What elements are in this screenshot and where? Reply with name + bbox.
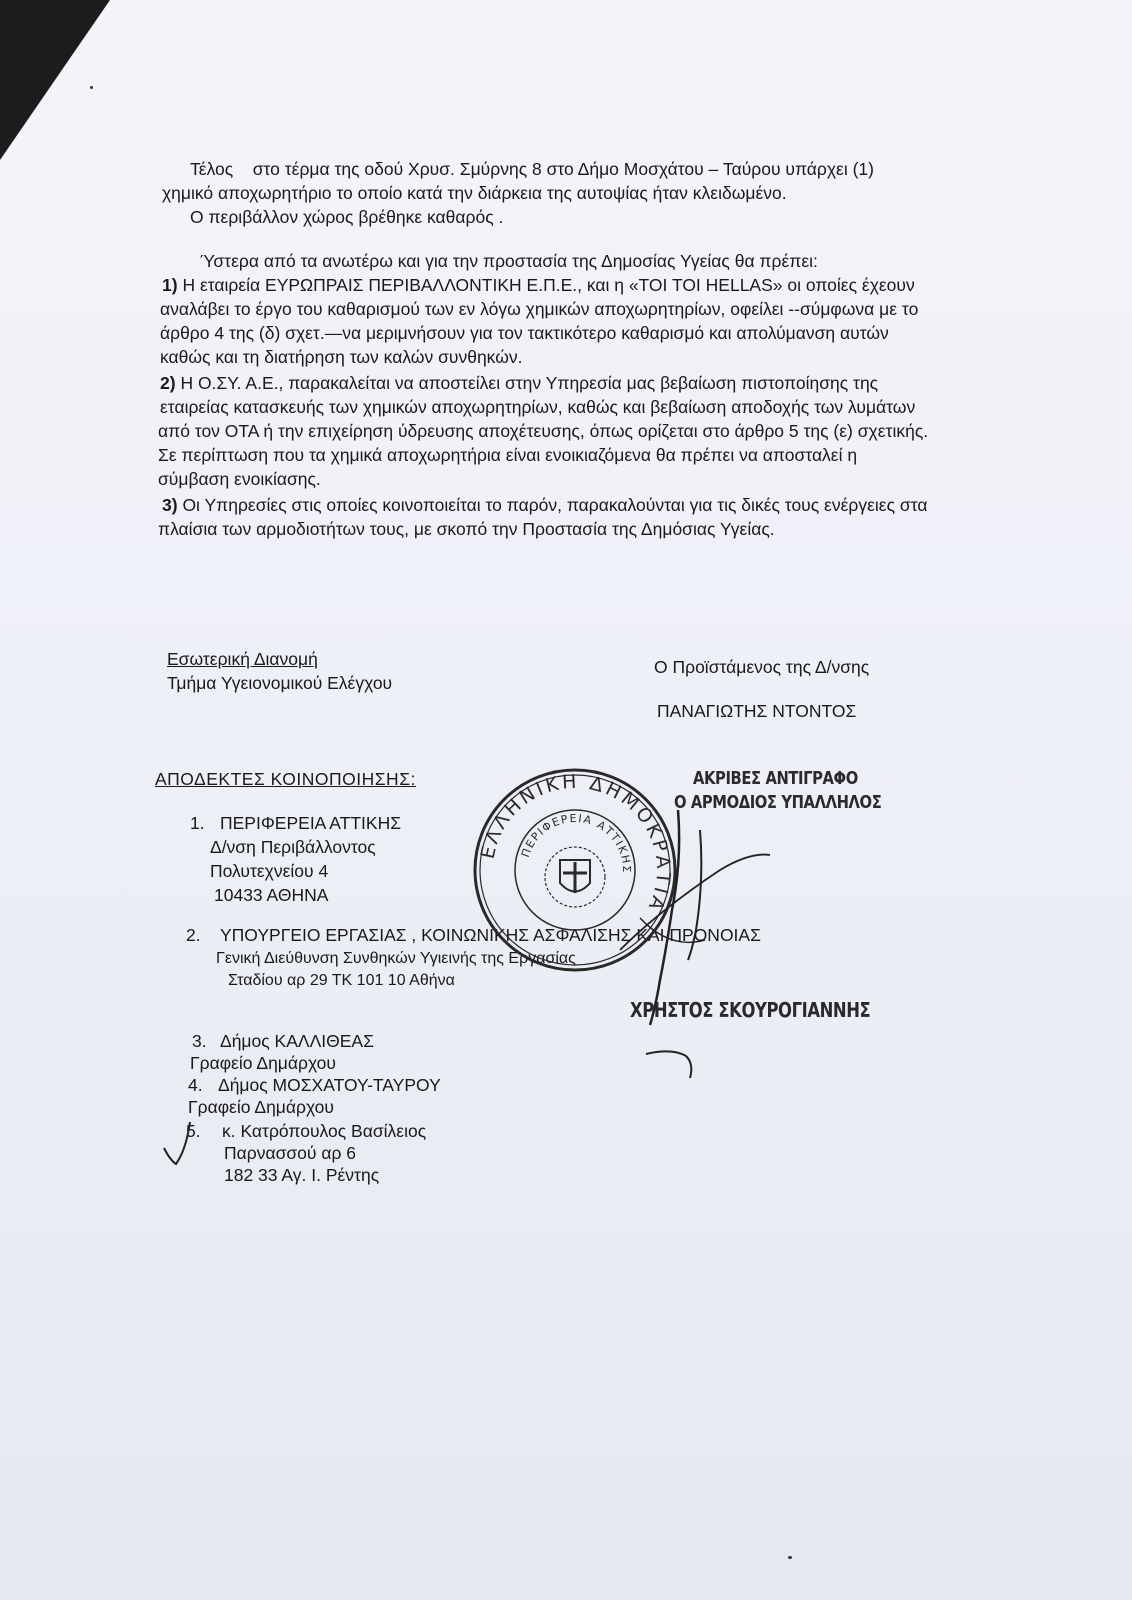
signatory-name: ΠΑΝΑΓΙΩΤΗΣ ΝΤΟΝΤΟΣ bbox=[657, 701, 857, 721]
text-fragment: Οι Υπηρεσίες στις οποίες κοινοποιείται το παρόν, παρακαλούνται για τις δικές τους ενέργειες στα bbox=[182, 495, 928, 515]
recipient-number: 5. bbox=[186, 1121, 201, 1141]
body-text: καθώς και τη διατήρηση των καλών συνθηκών. bbox=[160, 347, 523, 367]
recipient-line: ΥΠΟΥΡΓΕΙΟ ΕΡΓΑΣΙΑΣ , ΚΟΙΝΩΝΙΚΗΣ ΑΣΦΑΛΙΣΗΣ ΚΑΙ ΠΡΟΝΟΙΑΣ bbox=[220, 925, 761, 945]
folded-corner bbox=[0, 0, 110, 160]
item-number: 2) bbox=[160, 373, 176, 393]
recipient-number: 3. bbox=[192, 1031, 207, 1051]
recipient-line: Γραφείο Δημάρχου bbox=[190, 1053, 336, 1073]
check-mark-icon bbox=[160, 1120, 200, 1170]
list-item-2 bbox=[160, 372, 878, 394]
recipient-line: Δ/νση Περιβάλλοντος bbox=[210, 837, 376, 857]
recipient-number: 1. bbox=[190, 813, 205, 833]
body-text: από τον ΟΤΑ ή την επιχείρηση ύδρευσης αποχέτευσης, όπως ορίζεται στο άρθρο 5 της (ε) σχετικής. bbox=[158, 421, 929, 441]
text-fragment: στο τέρμα της οδού Χρυσ. Σμύρνης 8 στο Δήμο Μοσχάτου – Ταύρου υπάρχει (1) bbox=[252, 159, 874, 179]
speck bbox=[90, 86, 93, 89]
body-text: Ο περιβάλλον χώρος βρέθηκε καθαρός . bbox=[190, 207, 504, 227]
body-text: σύμβαση ενοικίασης. bbox=[158, 469, 321, 489]
speck bbox=[788, 1556, 792, 1559]
recipient-line: 182 33 Αγ. Ι. Ρέντης bbox=[224, 1165, 380, 1185]
distribution-dept: Τμήμα Υγειονομικού Ελέγχου bbox=[167, 673, 393, 693]
body-text: αναλάβει το έργο του καθαρισμού των εν λόγω χημικών αποχωρητηρίων, οφείλει --σύμφωνα με το bbox=[160, 299, 919, 319]
text-fragment: Τέλος bbox=[190, 159, 234, 179]
body-text: άρθρο 4 της (δ) σχετ.—να μεριμνήσουν για τον τακτικότερο καθαρισμό και απολύμανση αυτών bbox=[160, 323, 889, 343]
stamp-copy-line-1: ΑΚΡΙΒΕΣ ΑΝΤΙΓΡΑΦΟ bbox=[693, 768, 858, 789]
signatory-role: Ο Προϊστάμενος της Δ/νσης bbox=[654, 657, 870, 677]
recipient-line: Γραφείο Δημάρχου bbox=[188, 1097, 334, 1117]
text-fragment: Η εταιρεία ΕΥΡΩΠΡΑΙΣ ΠΕΡΙΒΑΛΛΟΝΤΙΚΗ Ε.Π.Ε., και η «ΤΟΙ ΤΟΙ HELLAS» οι οποίες έχεουν bbox=[182, 275, 915, 295]
recipient-line: ΠΕΡΙΦΕΡΕΙΑ ΑΤΤΙΚΗΣ bbox=[220, 813, 402, 833]
stamp-official-name: ΧΡΗΣΤΟΣ ΣΚΟΥΡΟΓΙΑΝΝΗΣ bbox=[630, 998, 871, 1022]
recipient-number: 4. bbox=[188, 1075, 203, 1095]
stamp-copy-line-2: Ο ΑΡΜΟΔΙΟΣ ΥΠΑΛΛΗΛΟΣ bbox=[674, 792, 882, 813]
item-number: 3) bbox=[162, 495, 178, 515]
item-number: 1) bbox=[162, 275, 178, 295]
list-item-3 bbox=[162, 494, 927, 516]
distribution-title: Εσωτερική Διανομή bbox=[167, 649, 318, 669]
list-item-1 bbox=[162, 274, 915, 296]
body-text: εταιρείας κατασκευής των χημικών αποχωρητηρίων, καθώς και βεβαίωση αποδοχής των λυμάτων bbox=[160, 397, 916, 417]
handwritten-signature bbox=[600, 800, 780, 1040]
body-text: Σε περίπτωση που τα χημικά αποχωρητήρια είναι ενοικιαζόμενα θα πρέπει να αποσταλεί η bbox=[158, 445, 858, 465]
recipient-number: 2. bbox=[186, 925, 201, 945]
recipient-line: Παρνασσού αρ 6 bbox=[224, 1143, 357, 1163]
recipient-line: 10433 ΑΘΗΝΑ bbox=[214, 885, 329, 905]
body-text: πλαίσια των αρμοδιοτήτων τους, με σκοπό την Προστασία της Δημόσιας Υγείας. bbox=[158, 519, 775, 539]
body-text bbox=[190, 158, 874, 180]
recipient-line: Δήμος ΜΟΣΧΑΤΟΥ-ΤΑΥΡΟΥ bbox=[218, 1075, 441, 1095]
recipient-line: Σταδίου αρ 29 ΤΚ 101 10 Αθήνα bbox=[228, 972, 455, 989]
seal-inner-text: ΠΕΡΙΦΕΡΕΙΑ ΑΤΤΙΚΗΣ bbox=[518, 811, 634, 874]
text-fragment: Η Ο.ΣΥ. Α.Ε., παρακαλείται να αποστείλει στην Υπηρεσία μας βεβαίωση πιστοποίησης της bbox=[180, 373, 879, 393]
recipient-line: κ. Κατρόπουλος Βασίλειος bbox=[222, 1121, 427, 1141]
recipient-line: Γενική Διεύθυνση Συνθηκών Υγιεινής της Εργασίας bbox=[216, 950, 576, 967]
recipient-line: Δήμος ΚΑΛΛΙΘΕΑΣ bbox=[220, 1031, 374, 1051]
seal-outer-text: ΕΛΛΗΝΙΚΗ ΔΗΜΟΚΡΑΤΙΑ bbox=[476, 770, 675, 917]
recipients-title: ΑΠΟΔΕΚΤΕΣ ΚΟΙΝΟΠΟΙΗΣΗΣ: bbox=[155, 769, 416, 789]
body-text: Ύστερα από τα ανωτέρω και για την προστασία της Δημοσίας Υγείας θα πρέπει: bbox=[200, 251, 818, 271]
body-text: χημικό αποχωρητήριο το οποίο κατά την διάρκεια της αυτοψίας ήταν κλειδωμένο. bbox=[162, 183, 787, 203]
recipient-line: Πολυτεχνείου 4 bbox=[210, 861, 329, 881]
pen-mark bbox=[642, 1046, 702, 1086]
